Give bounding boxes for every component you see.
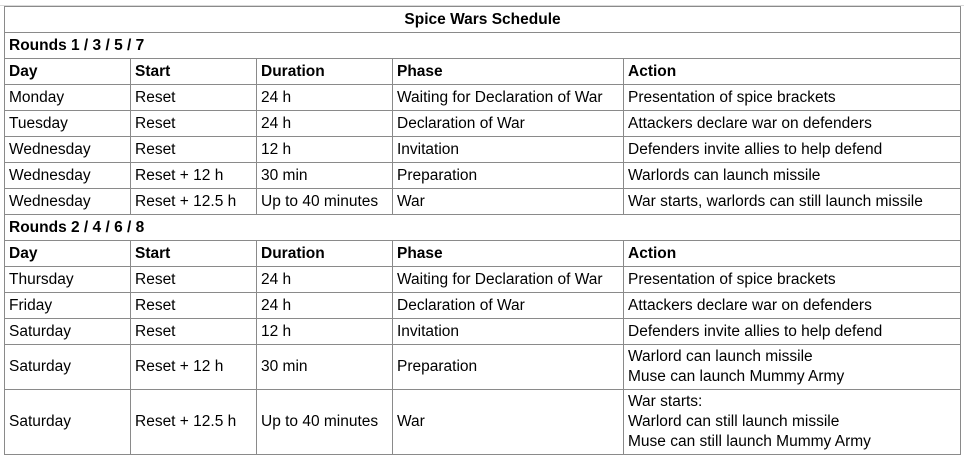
cell-duration[interactable]: 24 h [257,293,393,319]
cell-action[interactable] [624,189,961,215]
schedule-table-body [5,7,961,455]
cell-start[interactable]: Reset [131,267,257,293]
cell-day[interactable]: Saturday [5,319,131,345]
cell-start[interactable]: Reset + 12 h [131,163,257,189]
cell-start[interactable]: Reset [131,319,257,345]
column-header-start[interactable]: Start [131,59,257,85]
column-header-phase[interactable]: Phase [393,59,624,85]
cell-start[interactable]: Reset + 12.5 h [131,390,257,455]
cell-action[interactable] [624,293,961,319]
cell-duration[interactable]: 12 h [257,137,393,163]
table-row [5,293,961,319]
column-header-action[interactable]: Action [624,241,961,267]
cell-phase[interactable]: Declaration of War [393,111,624,137]
cell-start[interactable]: Reset [131,137,257,163]
cell-action[interactable] [624,319,961,345]
cell-duration[interactable]: Up to 40 minutes [257,189,393,215]
cell-start[interactable]: Reset [131,293,257,319]
action-line: War starts: [628,393,703,410]
cell-phase[interactable]: Waiting for Declaration of War [393,267,624,293]
cell-phase[interactable]: Invitation [393,319,624,345]
cell-action[interactable] [624,85,961,111]
cell-day[interactable]: Thursday [5,267,131,293]
action-line: Warlord can still launch missile [628,413,840,430]
cell-phase[interactable]: Preparation [393,163,624,189]
cell-duration[interactable]: 30 min [257,163,393,189]
table-row [5,85,961,111]
action-line: War starts, warlords can still launch missile [628,192,923,210]
action-line: Muse can still launch Mummy Army [628,433,871,450]
cell-day[interactable]: Friday [5,293,131,319]
action-line: Presentation of spice brackets [628,270,836,288]
action-line: Muse can launch Mummy Army [628,368,845,385]
cell-action[interactable] [624,267,961,293]
table-row [5,390,961,455]
cell-phase[interactable]: War [393,189,624,215]
action-line: Attackers declare war on defenders [628,114,872,132]
table-row [5,111,961,137]
cell-action[interactable] [624,345,961,390]
action-line: Defenders invite allies to help defend [628,140,883,158]
column-header-day[interactable]: Day [5,241,131,267]
cell-start[interactable]: Reset + 12 h [131,345,257,390]
sheet-title[interactable]: Spice Wars Schedule [5,7,961,33]
column-header-duration[interactable]: Duration [257,241,393,267]
cell-start[interactable]: Reset [131,85,257,111]
cell-duration[interactable]: 12 h [257,319,393,345]
section-heading[interactable]: Rounds 2 / 4 / 6 / 8 [5,215,961,241]
cell-phase[interactable]: Declaration of War [393,293,624,319]
cell-phase[interactable]: War [393,390,624,455]
action-line: Presentation of spice brackets [628,88,836,106]
cell-action[interactable] [624,163,961,189]
cell-duration[interactable]: 24 h [257,85,393,111]
cell-phase[interactable]: Preparation [393,345,624,390]
column-header-phase[interactable]: Phase [393,241,624,267]
schedule-table [4,6,961,455]
column-header-row [5,59,961,85]
table-row [5,267,961,293]
action-line: Warlord can launch missile [628,348,813,365]
column-header-row [5,241,961,267]
cell-phase[interactable]: Invitation [393,137,624,163]
table-row [5,345,961,390]
table-row [5,163,961,189]
cell-action[interactable] [624,390,961,455]
cell-start[interactable]: Reset [131,111,257,137]
action-line: Defenders invite allies to help defend [628,322,883,340]
cell-start[interactable]: Reset + 12.5 h [131,189,257,215]
cell-day[interactable]: Wednesday [5,137,131,163]
table-row [5,189,961,215]
section-heading[interactable]: Rounds 1 / 3 / 5 / 7 [5,33,961,59]
section-heading-row [5,33,961,59]
cell-duration[interactable]: 24 h [257,111,393,137]
cell-action[interactable] [624,111,961,137]
action-line: Warlords can launch missile [628,166,821,184]
column-header-start[interactable]: Start [131,241,257,267]
section-heading-row [5,215,961,241]
table-row [5,319,961,345]
cell-day[interactable]: Wednesday [5,189,131,215]
cell-duration[interactable]: 24 h [257,267,393,293]
cell-duration[interactable]: Up to 40 minutes [257,390,393,455]
column-header-duration[interactable]: Duration [257,59,393,85]
cell-duration[interactable]: 30 min [257,345,393,390]
cell-day[interactable]: Tuesday [5,111,131,137]
cell-phase[interactable]: Waiting for Declaration of War [393,85,624,111]
cell-day[interactable]: Saturday [5,390,131,455]
cell-day[interactable]: Wednesday [5,163,131,189]
column-header-day[interactable]: Day [5,59,131,85]
action-line: Attackers declare war on defenders [628,296,872,314]
cell-day[interactable]: Saturday [5,345,131,390]
column-header-action[interactable]: Action [624,59,961,85]
cell-day[interactable]: Monday [5,85,131,111]
cell-action[interactable] [624,137,961,163]
table-row [5,137,961,163]
